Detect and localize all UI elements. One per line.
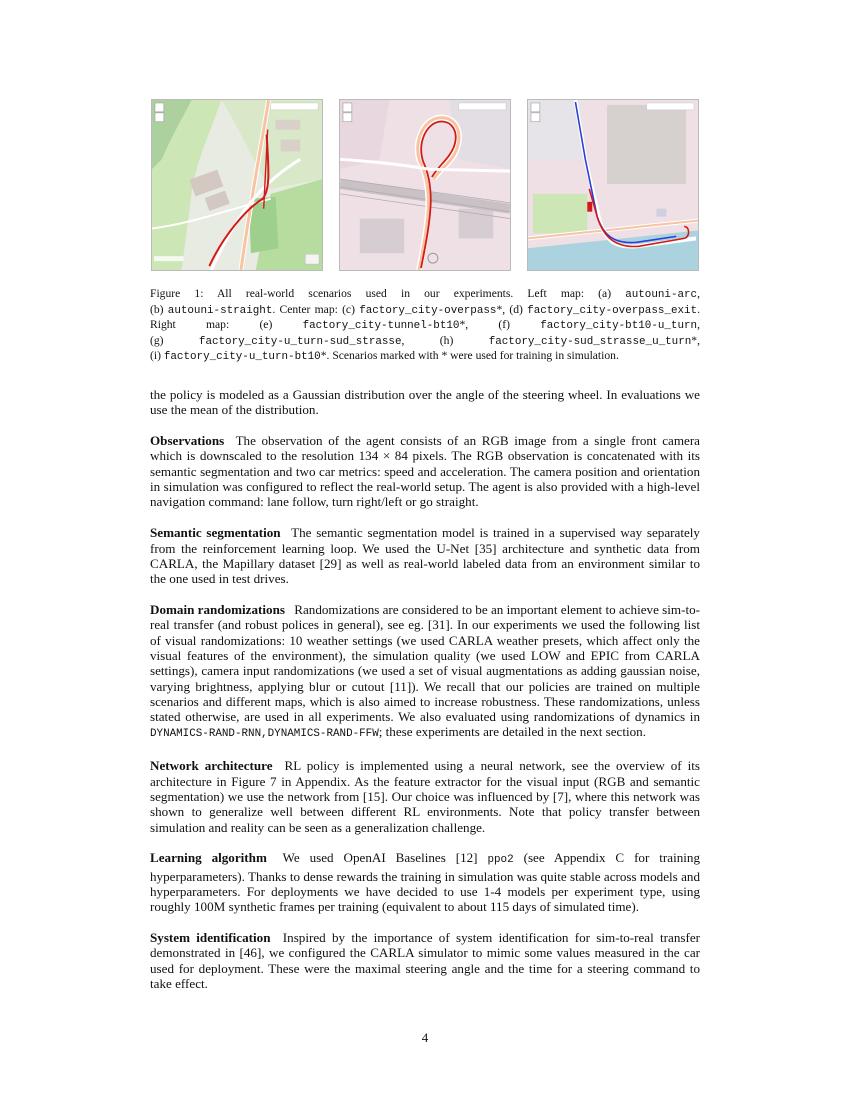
- paragraph-domain-randomizations: Domain randomizations Randomizations are considered to be an important element to achieve sim-to-real transfer (and robust polices in general), see eg. [31]. In our experiments we used the following list of visual randomizations: 10 weather settings (we used CARLA weather presets, which affect only the visual features of the environment), the simulation quality (we used LOW and EPIC from CARLA settings), camera input randomizations (we used a set of visual augmentations as adding gaussian noise, varying brightness, applying blur or cutout [11]). We recall that our policies are trained on multiple scenarios and different maps, which is also aimed to increase robustness. These randomizations, unless stated otherwise, are used in all experiments. We also evaluated using randomizations of dynamics in DYNAMICS-RAND-RNN,DYNAMICS-RAND-FFW; these experiments are detailed in the next section.: [150, 602, 701, 741]
- scenario-e: factory_city-tunnel-bt10: [302, 320, 460, 333]
- heading-network-architecture: Network architecture: [150, 758, 273, 774]
- map-center-factory-city-overpass: [339, 99, 511, 271]
- map-left-image: [152, 100, 322, 270]
- caption-line-1: Figure 1: All real-world scenarios used in our experiments. Left map: (a) autouni-arc,: [150, 287, 700, 301]
- map-left-autouni: [151, 99, 323, 271]
- heading-learning-algorithm: Learning algorithm: [150, 850, 267, 866]
- scenario-i: factory_city-u_turn-bt10: [163, 351, 321, 364]
- paragraph-observations: Observations The observation of the agent consists of an RGB image from a single front camera which is downscaled to the resolution 134 × 84 pixels. The RGB observation is concatenated with its semantic segmentation and two car metrics: speed and acceleration. The camera position and orientation in simulation was configured to reflect the real-world setup. The agent is also provided with a high-level navigation command: lane follow, turn right/left or go straight.: [150, 433, 700, 510]
- ppo2-name: ppo2: [487, 854, 514, 867]
- paragraph-network-architecture: Network architecture RL policy is implemented using a neural network, see the overview of its architecture in Figure 7 in Appendix. As the feature extractor for the visual input (RGB and semantic segmentation) we use the network from [15]. Our choice was influenced by [7], where this network was shown to generalize well between different RL environments. Note that policy transfer between simulation and reality can be seen as a generalization challenge.: [150, 758, 700, 835]
- figure-caption: [150, 287, 700, 365]
- zoom-in-icon[interactable]: [531, 103, 540, 112]
- scenario-b: autouni-straight: [167, 304, 273, 317]
- scenario-d: factory_city-overpass_exit: [527, 304, 698, 317]
- map-right-factory-city-bt10: [527, 99, 699, 271]
- zoom-in-icon[interactable]: [343, 103, 352, 112]
- caption-line-4: (g) factory_city-u_turn-sud_strasse, (h) factory_city-sud_strasse_u_turn*,: [150, 333, 700, 348]
- zoom-in-icon[interactable]: [155, 103, 164, 112]
- scenario-g: factory_city-u_turn-sud_strasse: [198, 335, 402, 348]
- figure-label: Figure 1:: [150, 287, 204, 300]
- heading-system-identification: System identification: [150, 930, 271, 946]
- figure-1-maps: [151, 99, 699, 271]
- scenario-h: factory_city-sud_strasse_u_turn: [488, 335, 692, 348]
- dynamics-rand-names: DYNAMICS-RAND-RNN,DYNAMICS-RAND-FFW: [150, 728, 379, 741]
- paragraph-learning-algorithm: Learning algorithm We used OpenAI Baselines [12] ppo2 (see Appendix C for training hyperparameters). Thanks to dense rewards the training in simulation was quite stable across models and hyperparameters. For deployments we have decided to use 1-4 models per experiment type, using roughly 100M synthetic frames per training (equivalent to about 115 days of simulated time).: [150, 850, 700, 915]
- page-number: 4: [421, 1030, 429, 1045]
- zoom-out-icon[interactable]: [531, 113, 540, 122]
- body-text: [150, 387, 700, 1007]
- map-right-image: [528, 100, 698, 270]
- caption-line-3: Right map: (e) factory_city-tunnel-bt10*, (f) factory_city-bt10-u_turn,: [150, 318, 700, 333]
- heading-semantic-segmentation: Semantic segmentation: [150, 525, 281, 541]
- heading-domain-randomizations: Domain randomizations: [150, 602, 285, 618]
- caption-line-5: (i) factory_city-u_turn-bt10*. Scenarios marked with * were used for training in simulation.: [150, 349, 619, 364]
- paragraph-semantic-segmentation: Semantic segmentation The semantic segmentation model is trained in a supervised way separately from the reinforcement learning loop. We used the U-Net [35] architecture and synthetic data from CARLA, the Mapillary dataset [29] as well as real-world labeled data from an environment similar to the one used in test drives.: [150, 525, 700, 587]
- scenario-f: factory_city-bt10-u_turn: [540, 320, 698, 333]
- zoom-out-icon[interactable]: [155, 113, 164, 122]
- scenario-c: factory_city-overpass: [359, 304, 497, 317]
- factory-building: [607, 105, 686, 184]
- paragraph-intro: the policy is modeled as a Gaussian distribution over the angle of the steering wheel. In evaluations we use the mean of the distribution.: [150, 387, 700, 418]
- caption-line-2: (b) autouni-straight. Center map: (c) factory_city-overpass*, (d) factory_city-overpass_exit.: [150, 302, 700, 317]
- scenario-a: autouni-arc: [625, 289, 698, 301]
- zoom-out-icon[interactable]: [343, 113, 352, 122]
- map-center-image: [340, 100, 510, 270]
- heading-observations: Observations: [150, 433, 225, 449]
- paragraph-system-identification: System identification Inspired by the importance of system identification for sim-to-real transfer demonstrated in [46], we configured the CARLA simulator to mimic some values measured in the car used for deployment. These were the maximal steering angle and the time for a steering command to take effect.: [150, 930, 700, 992]
